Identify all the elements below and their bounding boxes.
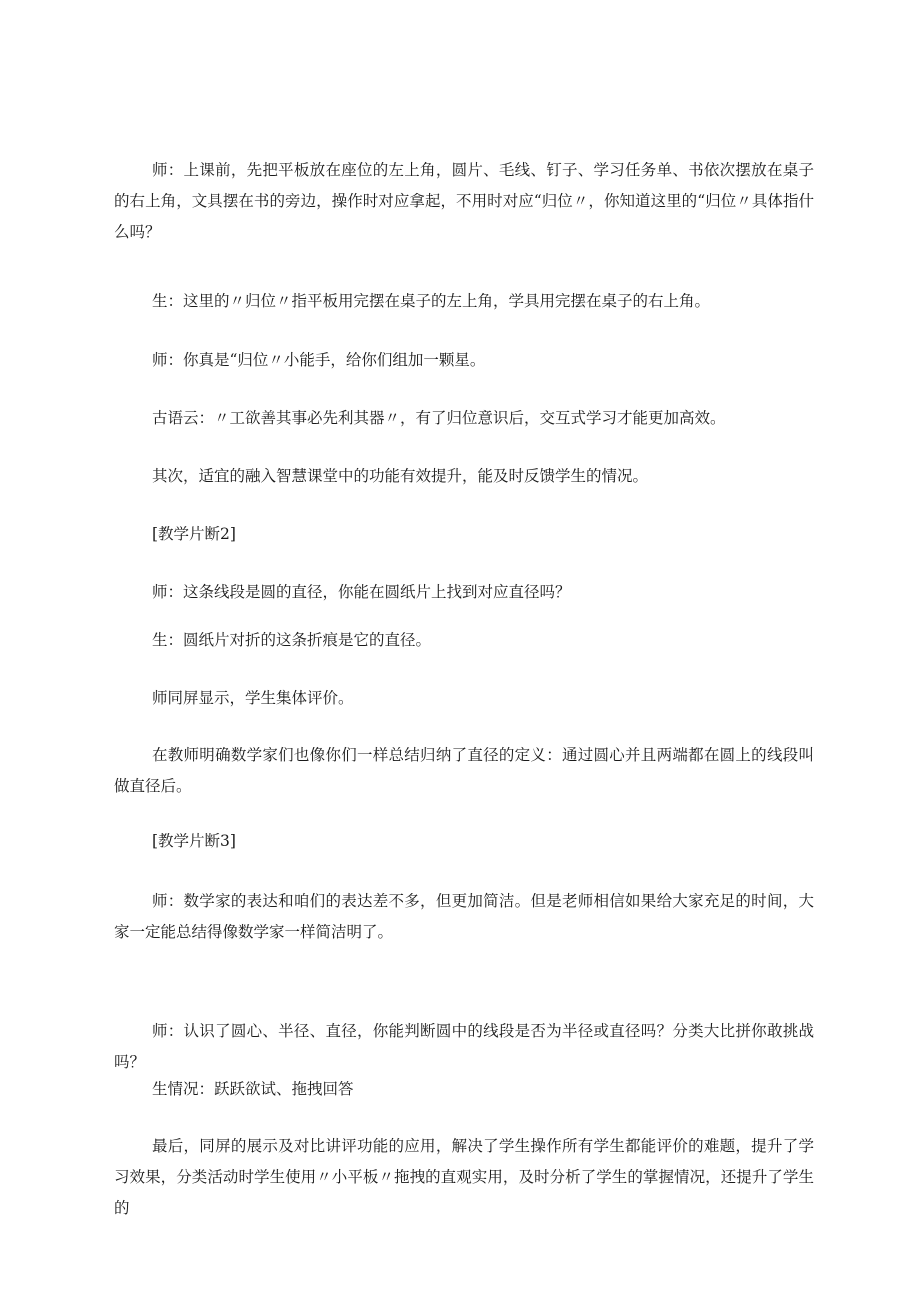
paragraph-diameter-definition: 在教师明确数学家们也像你们一样总结归纳了直径的定义：通过圆心并且两端都在圆上的线段叫做直径后。 [114, 746, 814, 795]
paragraph-teacher-praise: 师：你真是“归位〃小能手，给你们组加一颗星。 [152, 351, 486, 369]
paragraph-second-point: 其次，适宜的融入智慧课堂中的功能有效提升，能及时反馈学生的情况。 [152, 467, 649, 485]
paragraph-teacher-question-diameter: 师：这条线段是圆的直径，你能在圆纸片上找到对应直径吗？ [152, 583, 571, 601]
paragraph-teacher-challenge: 师：认识了圆心、半径、直径，你能判断圆中的线段是否为半径或直径吗？分类大比拼你敢挑战吗？ [114, 1022, 814, 1071]
paragraph-teacher-concise: 师：数学家的表达和咱们的表达差不多，但更加简洁。但是老师相信如果给大家充足的时间，大家一定能总结得像数学家一样简洁明了。 [114, 892, 814, 941]
paragraph-teacher-intro: 师：上课前，先把平板放在座位的左上角，圆片、毛线、钉子、学习任务单、书依次摆放在桌子的右上角，文具摆在书的旁边，操作时对应拿起，不用时对应“归位〃，你知道这里的“归位〃具体指什么吗？ [114, 161, 814, 241]
section-heading-fragment-3: [教学片断3] [152, 832, 236, 850]
paragraph-conclusion: 最后，同屏的展示及对比讲评功能的应用，解决了学生操作所有学生都能评价的难题，提升了学习效果，分类活动时学生使用〃小平板〃拖拽的直观实用，及时分析了学生的掌握情况，还提升了学生的 [114, 1137, 814, 1217]
paragraph-student-answer-2: 生：圆纸片对折的这条折痕是它的直径。 [152, 631, 432, 649]
section-heading-fragment-2: [教学片断2] [152, 525, 236, 543]
paragraph-student-answer-1: 生：这里的〃归位〃指平板用完摆在桌子的左上角，学具用完摆在桌子的右上角。 [152, 292, 711, 310]
paragraph-proverb: 古语云：〃工欲善其事必先利其器〃，有了归位意识后，交互式学习才能更加高效。 [152, 409, 726, 427]
paragraph-student-response: 生情况：跃跃欲试、拖拽回答 [152, 1080, 354, 1098]
paragraph-screen-share: 师同屏显示，学生集体评价。 [152, 689, 354, 707]
